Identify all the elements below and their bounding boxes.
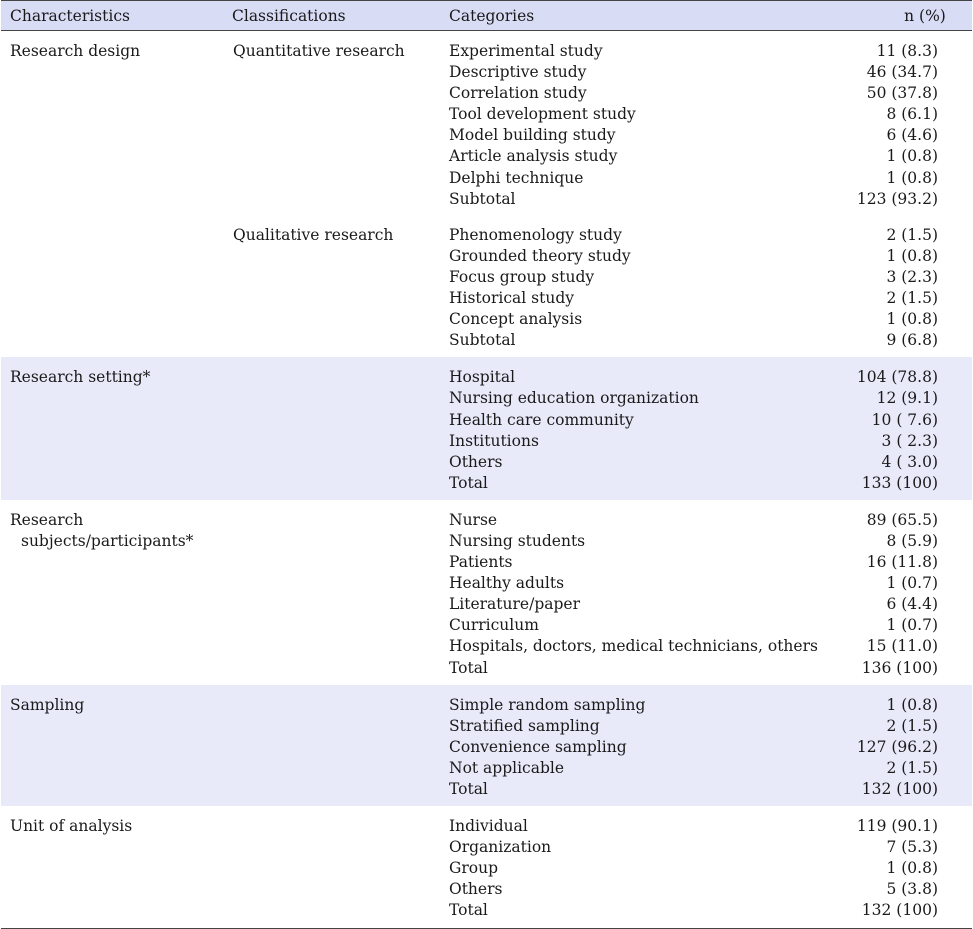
value-cell: 136 (100)	[861, 658, 938, 677]
category-cell: Phenomenology study	[449, 225, 622, 244]
category-cell: Correlation study	[449, 84, 587, 103]
value-cell: 7 (5.3)	[886, 838, 938, 857]
category-cell: Total	[449, 901, 488, 920]
subtotal-row	[1, 330, 972, 357]
category-cell: Article analysis study	[449, 147, 618, 166]
category-cell: Institutions	[449, 431, 539, 450]
research-characteristics-table-container	[1, 0, 972, 929]
table-row	[1, 615, 972, 636]
category-cell: Descriptive study	[449, 63, 587, 82]
table-row	[1, 636, 972, 657]
category-cell: Tool development study	[449, 105, 636, 124]
table-row	[1, 288, 972, 309]
category-cell: Nursing students	[449, 531, 586, 550]
table-row	[1, 357, 972, 388]
table-row	[1, 146, 972, 167]
total-row	[1, 473, 972, 500]
research-characteristics-table	[1, 0, 972, 929]
table-row	[1, 837, 972, 858]
section-unit-of-analysis	[1, 806, 972, 928]
value-cell: 50 (37.8)	[866, 84, 938, 103]
value-cell: 5 (3.8)	[886, 880, 938, 899]
table-row	[1, 168, 972, 189]
value-cell: 1 (0.8)	[886, 246, 938, 265]
category-cell: Grounded theory study	[449, 246, 631, 265]
category-cell: Hospitals, doctors, medical technicians, others	[449, 637, 818, 656]
table-row	[1, 500, 972, 531]
category-cell: Group	[449, 859, 499, 878]
table-row	[1, 716, 972, 737]
value-cell: 1 (0.8)	[886, 310, 938, 329]
value-cell: 132 (100)	[861, 901, 938, 920]
category-cell: Nurse	[449, 510, 498, 529]
total-row	[1, 658, 972, 685]
value-cell: 8 (5.9)	[886, 531, 938, 550]
table-row	[1, 531, 972, 552]
value-cell: 119 (90.1)	[856, 817, 938, 836]
category-cell: Experimental study	[449, 42, 603, 60]
category-cell: Hospital	[449, 368, 516, 387]
section-sampling	[1, 685, 972, 806]
value-cell: 11 (8.3)	[876, 42, 938, 60]
category-cell: Historical study	[449, 289, 575, 308]
table-row	[1, 62, 972, 83]
value-cell: 8 (6.1)	[886, 105, 938, 124]
section-research-setting	[1, 357, 972, 500]
total-row	[1, 900, 972, 928]
value-cell: 1 (0.7)	[886, 574, 938, 593]
value-cell: 3 ( 2.3)	[881, 431, 938, 450]
section-research-design	[1, 31, 972, 358]
value-cell: 1 (0.8)	[886, 147, 938, 166]
category-cell: Total	[449, 473, 488, 492]
value-cell: 10 ( 7.6)	[871, 410, 938, 429]
value-cell: 2 (1.5)	[886, 289, 938, 308]
category-cell: Nursing education organization	[449, 389, 699, 408]
table-row	[1, 246, 972, 267]
category-cell: Not applicable	[449, 758, 565, 777]
table-row	[1, 879, 972, 900]
category-cell: Focus group study	[449, 267, 595, 286]
category-cell: Others	[449, 880, 503, 899]
characteristic-cell: Sampling	[10, 695, 85, 714]
category-cell: Patients	[449, 553, 513, 572]
category-cell: Health care community	[449, 410, 634, 429]
header-characteristics: Characteristics	[1, 1, 223, 31]
characteristic-cell: Research setting*	[10, 368, 151, 387]
value-cell: 127 (96.2)	[856, 737, 938, 756]
table-row	[1, 452, 972, 473]
value-cell: 89 (65.5)	[866, 510, 938, 529]
value-cell: 2 (1.5)	[886, 225, 938, 244]
value-cell: 1 (0.7)	[886, 616, 938, 635]
table-row	[1, 267, 972, 288]
table-row	[1, 83, 972, 104]
category-cell: Organization	[449, 838, 552, 857]
table-row	[1, 31, 972, 63]
value-cell: 2 (1.5)	[886, 758, 938, 777]
value-cell: 2 (1.5)	[886, 716, 938, 735]
category-cell: Individual	[449, 817, 528, 836]
table-row	[1, 806, 972, 837]
category-cell: Concept analysis	[449, 310, 583, 329]
table-row	[1, 594, 972, 615]
value-cell: 4 ( 3.0)	[881, 452, 938, 471]
table-row	[1, 309, 972, 330]
table-row	[1, 431, 972, 452]
table-row	[1, 410, 972, 431]
characteristic-line2: subjects/participants*	[21, 531, 194, 550]
table-row	[1, 210, 972, 246]
value-cell: 46 (34.7)	[866, 63, 938, 82]
category-cell: Others	[449, 452, 503, 471]
value-cell: 123 (93.2)	[856, 189, 938, 208]
table-row	[1, 685, 972, 716]
value-cell: 15 (11.0)	[866, 637, 938, 656]
characteristic-cell: Unit of analysis	[10, 817, 133, 836]
category-cell: Literature/paper	[449, 595, 580, 614]
table-row	[1, 552, 972, 573]
value-cell: 132 (100)	[861, 780, 938, 798]
category-cell: Healthy adults	[449, 574, 565, 593]
value-cell: 16 (11.8)	[866, 553, 938, 572]
value-cell: 1 (0.8)	[886, 695, 938, 714]
category-cell: Model building study	[449, 126, 616, 145]
table-header	[1, 1, 972, 31]
table-row	[1, 737, 972, 758]
category-cell: Stratified sampling	[449, 716, 600, 735]
table-row	[1, 388, 972, 409]
total-row	[1, 779, 972, 806]
characteristic-cell: Research design	[10, 42, 141, 60]
characteristic-cell-continued	[1, 531, 223, 552]
table-row	[1, 125, 972, 146]
header-n-percent: n (%)	[838, 1, 972, 31]
value-cell: 1 (0.8)	[886, 859, 938, 878]
category-cell: Total	[449, 658, 488, 677]
value-cell: 104 (78.8)	[856, 368, 938, 387]
table-row	[1, 858, 972, 879]
classification-cell: Qualitative research	[233, 225, 394, 244]
value-cell: 1 (0.8)	[886, 168, 938, 187]
value-cell: 3 (2.3)	[886, 267, 938, 286]
table-row	[1, 104, 972, 125]
category-cell: Curriculum	[449, 616, 539, 635]
subtotal-row	[1, 189, 972, 210]
category-cell: Subtotal	[449, 331, 516, 350]
value-cell: 9 (6.8)	[886, 331, 938, 350]
category-cell: Delphi technique	[449, 168, 584, 187]
header-classifications: Classifications	[223, 1, 438, 31]
characteristic-cell: Research	[10, 510, 84, 529]
classification-cell: Quantitative research	[233, 42, 405, 60]
value-cell: 12 (9.1)	[876, 389, 938, 408]
value-cell: 6 (4.6)	[886, 126, 938, 145]
value-cell: 133 (100)	[861, 473, 938, 492]
category-cell: Total	[449, 780, 488, 798]
header-categories: Categories	[438, 1, 838, 31]
table-row	[1, 573, 972, 594]
category-cell: Simple random sampling	[449, 695, 646, 714]
category-cell: Subtotal	[449, 189, 516, 208]
header-row	[1, 1, 972, 31]
value-cell: 6 (4.4)	[886, 595, 938, 614]
section-research-subjects	[1, 500, 972, 685]
table-row	[1, 758, 972, 779]
category-cell: Convenience sampling	[449, 737, 627, 756]
